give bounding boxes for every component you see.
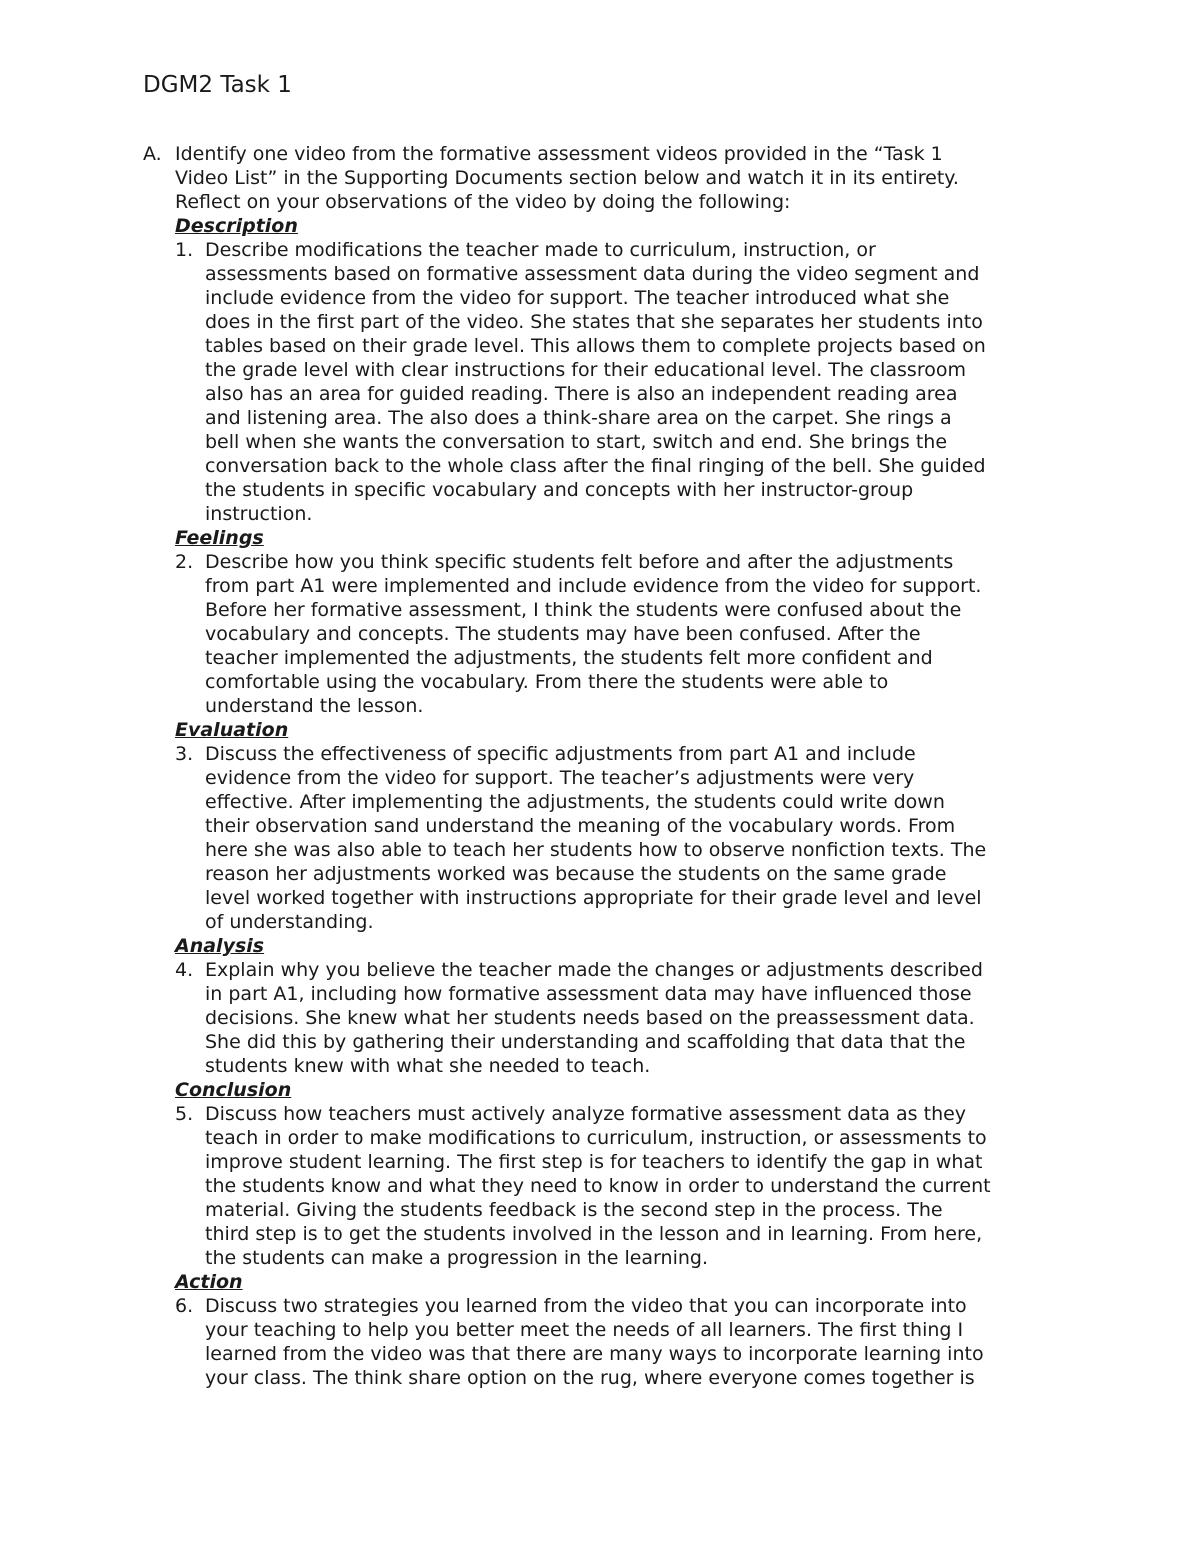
sections-container: [175, 214, 1068, 1390]
item-line: from part A1 were implemented and include evidence from the video for support.: [205, 575, 982, 597]
item-line: Discuss how teachers must actively analyze formative assessment data as they: [205, 1103, 967, 1125]
item-text: [205, 958, 1068, 1078]
item-number: 5.: [175, 1103, 194, 1125]
numbered-item: [175, 1102, 1068, 1270]
item-line: Before her formative assessment, I think the students were confused about the: [205, 599, 962, 621]
section-heading: Conclusion: [175, 1079, 292, 1101]
item-line: the students in specific vocabulary and concepts with her instructor-group: [205, 479, 914, 501]
item-line: instruction.: [205, 503, 313, 525]
item-line: learned from the video was that there are many ways to incorporate learning into: [205, 1343, 984, 1365]
document-title: DGM2 Task 1: [143, 72, 292, 98]
item-line: improve student learning. The first step is for teachers to identify the gap in what: [205, 1151, 983, 1173]
item-line: your teaching to help you better meet the needs of all learners. The first thing I: [205, 1319, 964, 1341]
item-line: does in the first part of the video. She states that she separates her students into: [205, 311, 983, 333]
section-heading: Evaluation: [175, 719, 289, 741]
item-line: Explain why you believe the teacher made the changes or adjustments described: [205, 959, 983, 981]
item-line: understand the lesson.: [205, 695, 424, 717]
item-number: 6.: [175, 1295, 194, 1317]
item-line: your class. The think share option on the rug, where everyone comes together is: [205, 1367, 975, 1389]
item-line: teach in order to make modifications to curriculum, instruction, or assessments to: [205, 1127, 987, 1149]
document-body: [143, 142, 1068, 1390]
item-line: comfortable using the vocabulary. From there the students were able to: [205, 671, 889, 693]
item-line: and listening area. The also does a think-share area on the carpet. She rings a: [205, 407, 952, 429]
section-evaluation: [175, 718, 1068, 934]
section-heading: Analysis: [175, 935, 265, 957]
item-number: 3.: [175, 743, 194, 765]
item-text: [205, 742, 1068, 934]
item-line: Discuss the effectiveness of specific adjustments from part A1 and include: [205, 743, 916, 765]
item-line: decisions. She knew what her students needs based on the preassessment data.: [205, 1007, 975, 1029]
numbered-item: [175, 742, 1068, 934]
item-line: effective. After implementing the adjustments, the students could write down: [205, 791, 945, 813]
question-line: Reflect on your observations of the video by doing the following:: [175, 191, 791, 213]
item-line: also has an area for guided reading. There is also an independent reading area: [205, 383, 958, 405]
item-line: of understanding.: [205, 911, 374, 933]
item-text: [205, 238, 1068, 526]
item-line: students knew with what she needed to teach.: [205, 1055, 651, 1077]
question-block: [143, 142, 1068, 214]
question-line: Video List” in the Supporting Documents section below and watch it in its entirety.: [175, 167, 959, 189]
item-number: 1.: [175, 239, 194, 261]
section-heading: Action: [175, 1271, 243, 1293]
item-line: the students know and what they need to know in order to understand the current: [205, 1175, 991, 1197]
item-line: Describe modifications the teacher made to curriculum, instruction, or: [205, 239, 876, 261]
section-heading: Feelings: [175, 527, 264, 549]
section-description: [175, 214, 1068, 526]
item-line: here she was also able to teach her students how to observe nonfiction texts. The: [205, 839, 987, 861]
item-line: the grade level with clear instructions for their educational level. The classroom: [205, 359, 966, 381]
item-line: evidence from the video for support. The teacher’s adjustments were very: [205, 767, 915, 789]
question-marker: A.: [143, 143, 162, 165]
question-line: Identify one video from the formative assessment videos provided in the “Task 1: [175, 143, 943, 165]
item-line: Discuss two strategies you learned from the video that you can incorporate into: [205, 1295, 967, 1317]
section-feelings: [175, 526, 1068, 718]
item-line: Describe how you think specific students felt before and after the adjustments: [205, 551, 954, 573]
item-line: conversation back to the whole class after the final ringing of the bell. She guided: [205, 455, 986, 477]
item-text: [205, 1294, 1068, 1390]
item-line: include evidence from the video for support. The teacher introduced what she: [205, 287, 950, 309]
item-number: 4.: [175, 959, 194, 981]
numbered-item: [175, 1294, 1068, 1390]
section-action: [175, 1270, 1068, 1390]
item-line: level worked together with instructions appropriate for their grade level and level: [205, 887, 982, 909]
item-line: the students can make a progression in the learning.: [205, 1247, 708, 1269]
section-heading: Description: [175, 215, 298, 237]
item-line: their observation sand understand the meaning of the vocabulary words. From: [205, 815, 956, 837]
item-line: third step is to get the students involved in the lesson and in learning. From here,: [205, 1223, 983, 1245]
question-text: [175, 142, 1068, 214]
item-line: She did this by gathering their understanding and scaffolding that data that the: [205, 1031, 966, 1053]
item-line: assessments based on formative assessment data during the video segment and: [205, 263, 980, 285]
item-line: material. Giving the students feedback is the second step in the process. The: [205, 1199, 943, 1221]
numbered-item: [175, 958, 1068, 1078]
section-conclusion: [175, 1078, 1068, 1270]
item-text: [205, 550, 1068, 718]
item-line: bell when she wants the conversation to start, switch and end. She brings the: [205, 431, 948, 453]
item-text: [205, 1102, 1068, 1270]
item-line: reason her adjustments worked was because the students on the same grade: [205, 863, 947, 885]
numbered-item: [175, 550, 1068, 718]
item-line: tables based on their grade level. This allows them to complete projects based on: [205, 335, 986, 357]
numbered-item: [175, 238, 1068, 526]
item-line: in part A1, including how formative assessment data may have influenced those: [205, 983, 972, 1005]
item-number: 2.: [175, 551, 194, 573]
item-line: vocabulary and concepts. The students may have been confused. After the: [205, 623, 921, 645]
item-line: teacher implemented the adjustments, the students felt more confident and: [205, 647, 933, 669]
section-analysis: [175, 934, 1068, 1078]
